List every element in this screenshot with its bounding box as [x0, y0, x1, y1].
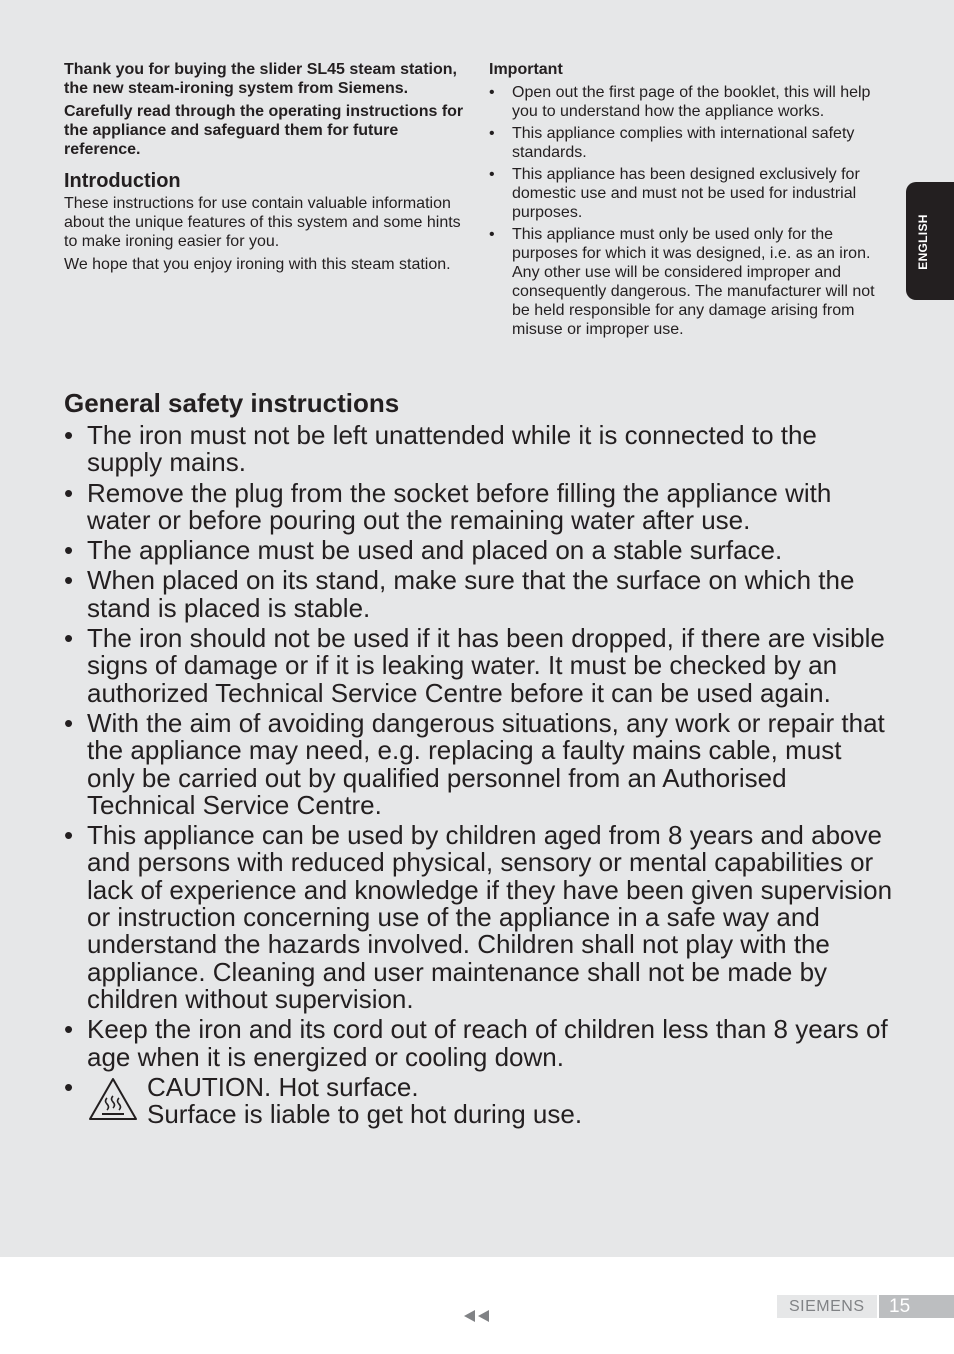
- important-heading: Important: [489, 61, 563, 78]
- list-item: • Remove the plug from the socket before filling the appliance with water or before pouring out the remaining water after use.: [64, 480, 894, 535]
- list-item: • This appliance must only be used only for the purposes for which it was designed, i.e. as an iron. Any other use will be considered improper and consequently dangerous. The manufacturer will not be held responsible for any damage arising from misuse or improper use.: [489, 225, 889, 339]
- list-item: • The iron must not be left unattended while it is connected to the supply mains.: [64, 422, 894, 477]
- safety-heading: General safety instructions: [64, 388, 400, 418]
- safety-list: [64, 422, 894, 1128]
- thank-you-text: Thank you for buying the slider SL45 steam station, the new steam-ironing system from Siemens.: [64, 61, 457, 97]
- intro-column: [64, 60, 469, 278]
- double-left-arrow-icon[interactable]: [463, 1309, 491, 1323]
- list-item: • The appliance must be used and placed on a stable surface.: [64, 537, 894, 564]
- hot-surface-warning-icon: [87, 1076, 139, 1122]
- list-item: • Keep the iron and its cord out of reach of children less than 8 years of age when it is energized or cooling down.: [64, 1016, 894, 1071]
- caution-line: Surface is liable to get hot during use.: [147, 1099, 583, 1130]
- list-item: • This appliance has been designed exclusively for domestic use and must not be used for industrial purposes.: [489, 165, 889, 222]
- page-number: 15: [879, 1295, 954, 1318]
- caution-text: [147, 1071, 583, 1130]
- list-item: • With the aim of avoiding dangerous situations, any work or repair that the appliance may need, e.g. replacing a faulty mains cable, must only be carried out by qualified personnel from an Authorised Technical Service Centre.: [64, 710, 894, 819]
- language-tab-label: ENGLISH: [916, 214, 930, 270]
- list-item: • The iron should not be used if it has been dropped, if there are visible signs of damage or if it is leaking water. It must be checked by an authorized Technical Service Centre before it can be used again.: [64, 625, 894, 707]
- caution-line: • CAUTION. Hot surface.: [147, 1071, 419, 1102]
- introduction-heading: Introduction: [64, 170, 181, 192]
- important-list: [489, 83, 889, 339]
- brand-label: SIEMENS: [777, 1295, 877, 1318]
- list-item: • This appliance complies with international safety standards.: [489, 124, 889, 162]
- safety-section: [64, 388, 894, 1131]
- introduction-paragraph: These instructions for use contain valuable information about the unique features of this system and some hints to make ironing easier for you.: [64, 195, 461, 250]
- list-item: • This appliance can be used by children aged from 8 years and above and persons with reduced physical, sensory or mental capabilities or lack of experience and knowledge if they have been given supervision or instruction concerning use of the appliance in a safe way and understand the hazards involved. Children shall not play with the appliance. Cleaning and user maintenance shall not be made by children without supervision.: [64, 822, 894, 1013]
- list-item: • Open out the first page of the booklet, this will help you to understand how the appliance works.: [489, 83, 889, 121]
- language-tab: [906, 182, 954, 300]
- introduction-paragraph: We hope that you enjoy ironing with this steam station.: [64, 256, 451, 273]
- list-item: • When placed on its stand, make sure that the surface on which the stand is placed is stable.: [64, 567, 894, 622]
- read-instructions-text: Carefully read through the operating instructions for the appliance and safeguard them for future reference.: [64, 103, 464, 158]
- important-column: [489, 60, 889, 342]
- caution-row: [87, 1071, 894, 1130]
- list-item: [64, 1071, 894, 1130]
